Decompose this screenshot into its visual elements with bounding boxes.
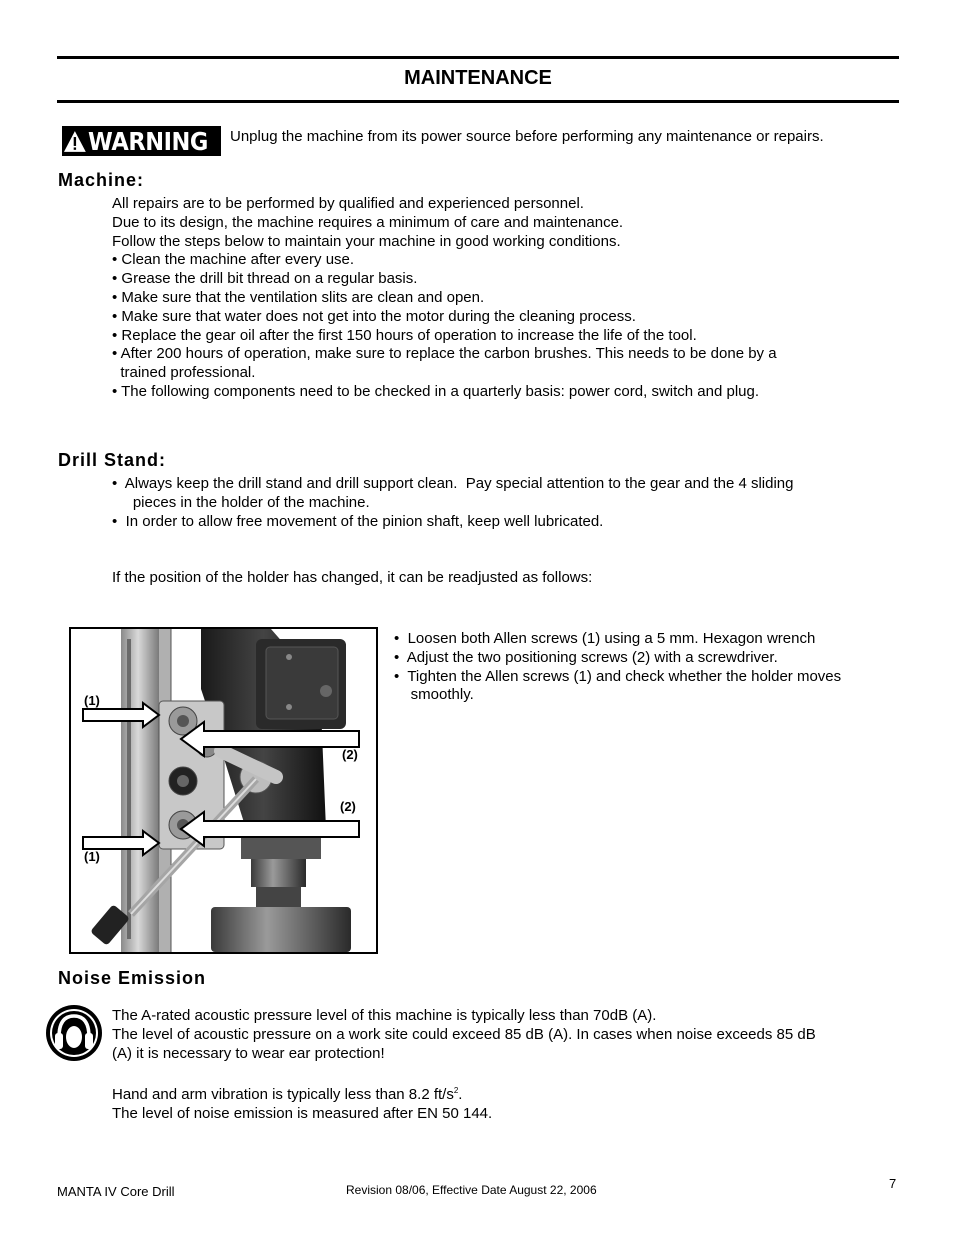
adjustment-step-cont: smoothly. bbox=[394, 686, 474, 704]
warning-label: WARNING bbox=[87, 126, 208, 156]
ear-protection-icon bbox=[45, 1004, 103, 1062]
machine-heading: Machine: bbox=[58, 170, 145, 190]
adjustment-step: • Loosen both Allen screws (1) using a 5 mm. Hexagon wrench bbox=[394, 630, 816, 647]
title-underline bbox=[57, 100, 899, 103]
vibration-line bbox=[112, 1082, 492, 1105]
holder-adjustment-photo bbox=[69, 627, 378, 954]
machine-bullet: • Make sure that the ventilation slits are clean and open. bbox=[112, 288, 485, 306]
machine-bullet: • After 200 hours of operation, make sure to replace the carbon brushes. This needs to be done by a bbox=[112, 345, 777, 363]
noise-line: The level of acoustic pressure on a work site could exceed 85 dB (A). In cases when noise exceeds 85 dB bbox=[112, 1025, 816, 1043]
readjust-intro: If the position of the holder has changed, it can be readjusted as follows: bbox=[112, 569, 593, 586]
core-drill-holder-illustration bbox=[71, 629, 376, 952]
warning-badge bbox=[62, 126, 221, 156]
vibration-superscript: 2 bbox=[453, 1086, 459, 1095]
machine-body bbox=[112, 195, 777, 402]
footer-revision: Revision 08/06, Effective Date August 22, 2006 bbox=[346, 1183, 597, 1197]
noise-line: (A) it is necessary to wear ear protection! bbox=[112, 1044, 385, 1062]
adjustment-step: • Tighten the Allen screws (1) and check whether the holder moves bbox=[394, 667, 842, 685]
drill-stand-body bbox=[112, 475, 794, 531]
top-rule bbox=[57, 56, 899, 59]
machine-line: Due to its design, the machine requires a minimum of care and maintenance. bbox=[112, 213, 624, 231]
vibration-text: Hand and arm vibration is typically less than 8.2 ft/s bbox=[112, 1086, 454, 1103]
drill-stand-heading: Drill Stand: bbox=[58, 450, 167, 470]
machine-line: Follow the steps below to maintain your machine in good working conditions. bbox=[112, 232, 621, 250]
footer-product: MANTA IV Core Drill bbox=[57, 1184, 175, 1199]
noise-heading: Noise Emission bbox=[58, 968, 207, 988]
warning-text: Unplug the machine from its power source before performing any maintenance or repairs. bbox=[230, 128, 824, 145]
drill-stand-bullet: • Always keep the drill stand and drill support clean. Pay special attention to the gear and the 4 sliding bbox=[112, 475, 794, 492]
callout-positioning-bottom: (2) bbox=[340, 799, 356, 814]
warning-triangle-icon bbox=[62, 126, 88, 156]
section-title: MAINTENANCE bbox=[404, 67, 552, 89]
drill-stand-bullet-cont: pieces in the holder of the machine. bbox=[112, 493, 370, 511]
machine-bullet: • Grease the drill bit thread on a regular basis. bbox=[112, 270, 418, 288]
noise-body bbox=[112, 1007, 816, 1063]
machine-bullet: • Make sure that water does not get into the motor during the cleaning process. bbox=[112, 307, 636, 325]
drill-stand-bullet: • In order to allow free movement of the pinion shaft, keep well lubricated. bbox=[112, 512, 604, 530]
callout-allen-bottom: (1) bbox=[84, 849, 100, 864]
machine-bullet-cont: trained professional. bbox=[112, 364, 256, 382]
machine-bullet: • Replace the gear oil after the first 150 hours of operation to increase the life of the tool. bbox=[112, 326, 697, 344]
adjustment-step: • Adjust the two positioning screws (2) with a screwdriver. bbox=[394, 648, 778, 666]
measure-line: The level of noise emission is measured after EN 50 144. bbox=[112, 1104, 493, 1122]
callout-allen-top: (1) bbox=[84, 693, 100, 708]
machine-line: All repairs are to be performed by qualified and experienced personnel. bbox=[112, 195, 584, 212]
noise-line: The A-rated acoustic pressure level of this machine is typically less than 70dB (A). bbox=[112, 1007, 657, 1024]
machine-bullet: • The following components need to be checked in a quarterly basis: power cord, switch and plug. bbox=[112, 382, 760, 400]
vibration-block bbox=[112, 1082, 492, 1124]
vibration-period: . bbox=[458, 1086, 463, 1103]
callout-positioning-top: (2) bbox=[342, 747, 358, 762]
adjustment-steps bbox=[394, 630, 841, 705]
page-number: 7 bbox=[889, 1176, 897, 1191]
machine-bullet: • Clean the machine after every use. bbox=[112, 251, 355, 269]
